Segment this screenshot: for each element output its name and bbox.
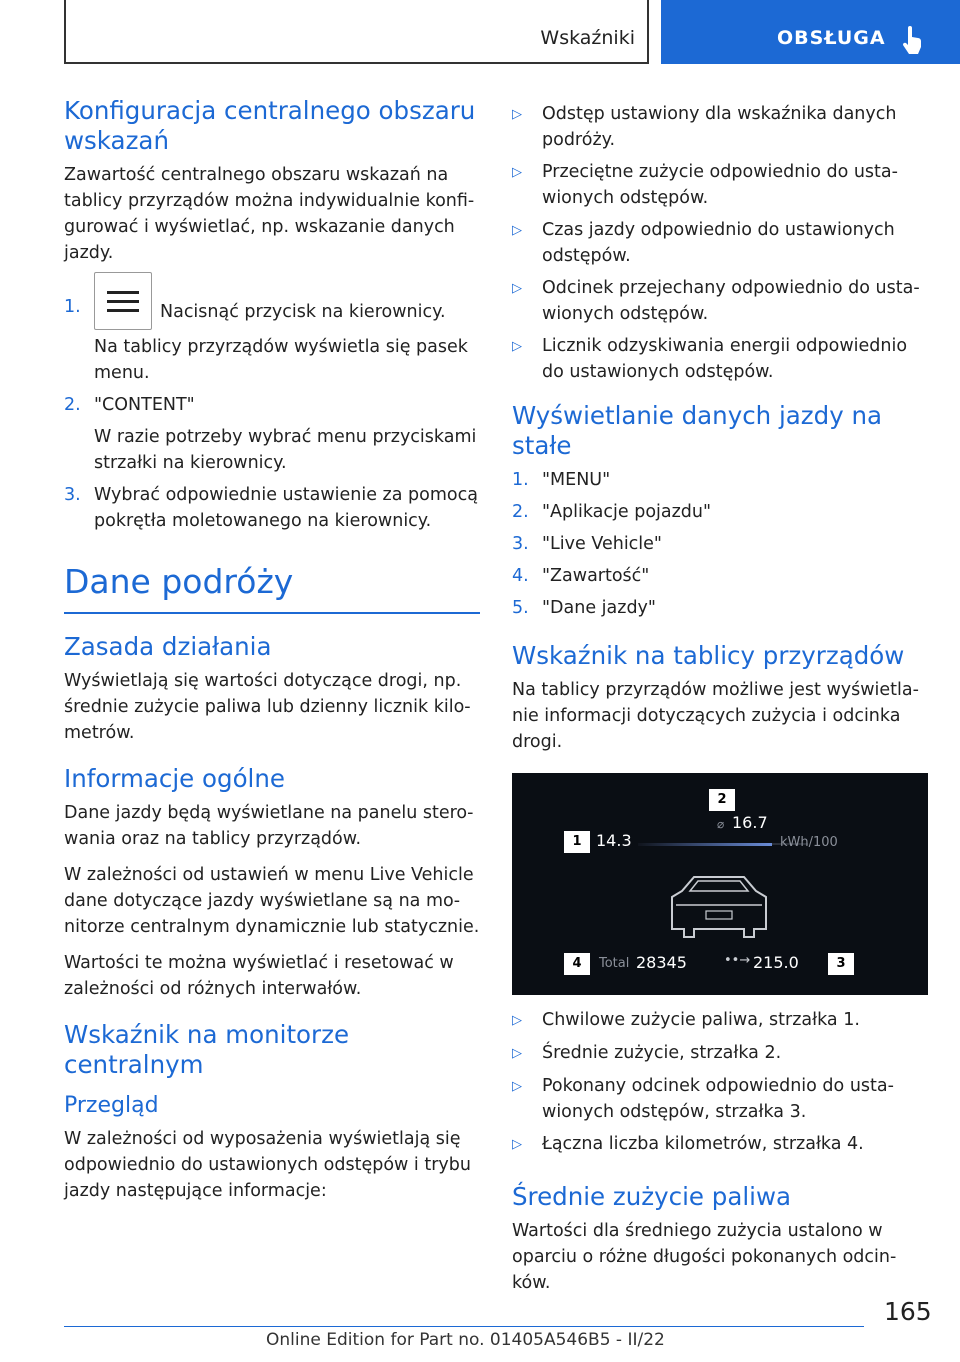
paragraph-avg-consumption: Wartości dla średniego zużycia ustalono w oparciu o różne długości pokonanych odcinków.	[512, 1221, 897, 1293]
heading-trip-data: Dane podróży	[64, 562, 294, 601]
list-item: ▷ Łączna liczba kilometrów, strzałka 4.	[512, 1134, 864, 1154]
interval-bullet-list	[512, 101, 928, 385]
list-item: ▷ Odstęp ustawiony dla wskaźnika danych podróży.	[512, 104, 897, 150]
footer-divider	[64, 1326, 864, 1327]
paragraph-overview: W zależności od wyposażenia wyświetlają się odpowiednio do ustawionych odstępów i trybu jazdy następujące informacje:	[64, 1129, 471, 1201]
paragraph-general-1: Dane jazdy będą wyświetlane na panelu sterowania oraz na tablicy przyrządów.	[64, 803, 474, 849]
heading-principle: Zasada działania	[64, 632, 272, 661]
heading-instrument-cluster: Wskaźnik na tablicy przyrządów	[512, 641, 905, 670]
step-1	[64, 294, 480, 386]
step-number: 2.	[64, 395, 81, 415]
heading-divider	[64, 612, 480, 614]
arrow-badge-3: 3	[828, 953, 854, 975]
heading-overview: Przegląd	[64, 1093, 159, 1118]
heading-fixed-display: Wyświetlanie danych jazdy na stałe	[512, 401, 883, 460]
header-chapter-box	[661, 0, 960, 64]
list-item: 5. "Dane jazdy"	[512, 598, 656, 618]
footer-edition: Online Edition for Part no. 01405A546B5 - II/22	[266, 1330, 665, 1350]
menu-button-icon	[94, 272, 152, 330]
header-section-title: Wskaźniki	[540, 27, 635, 49]
heading-central-monitor: Wskaźnik na monitorze centralnym	[64, 1020, 350, 1079]
range-arrow-icon: ••→	[724, 953, 751, 968]
avg-consumption-value: 16.7	[732, 813, 768, 832]
avg-symbol: ⌀	[717, 817, 725, 831]
total-label: Total	[599, 956, 630, 971]
right-column	[512, 101, 928, 1306]
step-number: 3.	[64, 485, 81, 505]
arrow-badge-1: 1	[564, 831, 590, 853]
header-section-box	[64, 0, 649, 64]
paragraph-config: Zawartość centralnego obszaru wskazań na tablicy przyrządów można indywidualnie konfigurować i wyświetlać, np. wskazanie danych jazdy.	[64, 165, 475, 263]
cluster-bullet-list	[512, 1007, 928, 1158]
heading-general: Informacje ogólne	[64, 764, 285, 793]
step-2	[64, 392, 480, 476]
pointing-hand-icon	[901, 26, 923, 54]
page-number: 165	[884, 1297, 932, 1326]
step-text: Nacisnąć przycisk na kierownicy.	[160, 302, 446, 322]
current-consumption-value: 14.3	[596, 831, 632, 850]
list-item: ▷ Licznik odzyskiwania energii odpowiednio do ustawionych odstępów.	[512, 336, 908, 382]
paragraph-instrument-cluster: Na tablicy przyrządów możliwe jest wyświetlanie informacji dotyczących zużycia i odcinka drogi.	[512, 680, 919, 752]
list-item: 3. "Live Vehicle"	[512, 534, 662, 554]
paragraph-principle: Wyświetlają się wartości dotyczące drogi, np. średnie zużycie paliwa lub dzienny licznik kilometrów.	[64, 671, 471, 743]
heading-avg-consumption: Średnie zużycie paliwa	[512, 1182, 792, 1211]
list-item: ▷ Czas jazdy odpowiednio do ustawionych odstępów.	[512, 220, 895, 266]
list-item: 4. "Zawartość"	[512, 566, 650, 586]
list-item: ▷ Chwilowe zużycie paliwa, strzałka 1.	[512, 1010, 860, 1030]
paragraph-general-2: W zależności od ustawień w menu Live Vehicle dane dotyczące jazdy wyświetlane są na monitorze centralnym dynamicznie lub statycznie.	[64, 865, 480, 937]
arrow-badge-2: 2	[709, 789, 735, 811]
list-item: ▷ Odcinek przejechany odpowiednio do ustawionych odstępów.	[512, 278, 920, 324]
step-subtext: W razie potrzeby wybrać menu przyciskami strzałki na kierownicy.	[94, 427, 477, 473]
list-item: 1. "MENU"	[512, 470, 611, 490]
heading-config: Konfiguracja centralnego obszaru wskazań	[64, 96, 476, 155]
list-item: ▷ Średnie zużycie, strzałka 2.	[512, 1043, 782, 1063]
step-3	[64, 482, 480, 534]
step-number: 1.	[64, 297, 81, 317]
step-subtext: Na tablicy przyrządów wyświetla się pasek menu.	[94, 337, 468, 383]
list-item: ▷ Przeciętne zużycie odpowiednio do ustawionych odstępów.	[512, 162, 898, 208]
left-column	[64, 96, 480, 1214]
total-value: 28345	[636, 953, 687, 972]
consumption-unit: kWh/100	[780, 835, 838, 850]
arrow-badge-4: 4	[564, 953, 590, 975]
paragraph-general-3: Wartości te można wyświetlać i resetować w zależności od różnych interwałów.	[64, 953, 454, 999]
range-value: 215.0	[753, 953, 799, 972]
consumption-bar	[638, 843, 772, 846]
step-text: Wybrać odpowiednie ustawienie za pomocą pokrętła moletowanego na kierownicy.	[94, 485, 478, 531]
header-chapter-title: OBSŁUGA	[777, 27, 886, 49]
instrument-cluster-image	[512, 773, 928, 995]
step-text: "CONTENT"	[94, 395, 195, 415]
fixed-steps-list	[512, 467, 928, 621]
list-item: ▷ Pokonany odcinek odpowiednio do ustawionych odstępów, strzałka 3.	[512, 1076, 894, 1122]
list-item: 2. "Aplikacje pojazdu"	[512, 502, 712, 522]
car-rear-icon	[662, 873, 776, 943]
